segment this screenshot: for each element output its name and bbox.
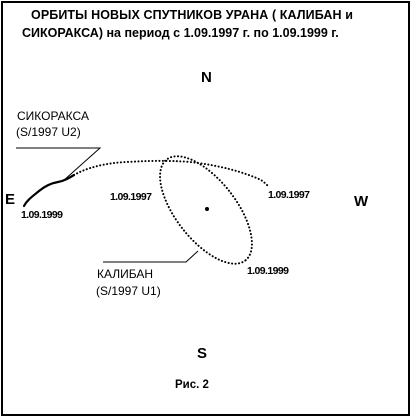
caliban-leader-line [103, 251, 198, 262]
sycorax-end-date: 1.09.1997 [268, 189, 310, 201]
sycorax-leader-line [16, 148, 100, 181]
sycorax-name-label: СИКОРАКСА [17, 109, 89, 123]
sycorax-start-date: 1.09.1999 [21, 209, 63, 221]
direction-east: E [5, 191, 16, 208]
title-line-2: СИКОРАКСА) на период с 1.09.1997 г. по 1.09.1999 г. [22, 26, 339, 40]
caliban-name-label: КАЛИБАН [97, 267, 154, 281]
direction-north: N [201, 69, 212, 86]
caliban-designation-label: (S/1997 U1) [96, 284, 161, 298]
caliban-start-date: 1.09.1997 [110, 191, 152, 203]
caliban-end-date: 1.09.1999 [247, 265, 289, 277]
sycorax-designation-label: (S/1997 U2) [16, 125, 81, 139]
sycorax-orbit-path [74, 161, 268, 186]
direction-south: S [197, 345, 208, 362]
title-line-1: ОРБИТЫ НОВЫХ СПУТНИКОВ УРАНА ( КАЛИБАН и [31, 8, 353, 22]
figure-caption: Рис. 2 [175, 379, 209, 391]
direction-west: W [354, 193, 369, 210]
sycorax-path-solid [24, 175, 74, 206]
uranus-center-marker [205, 207, 209, 211]
